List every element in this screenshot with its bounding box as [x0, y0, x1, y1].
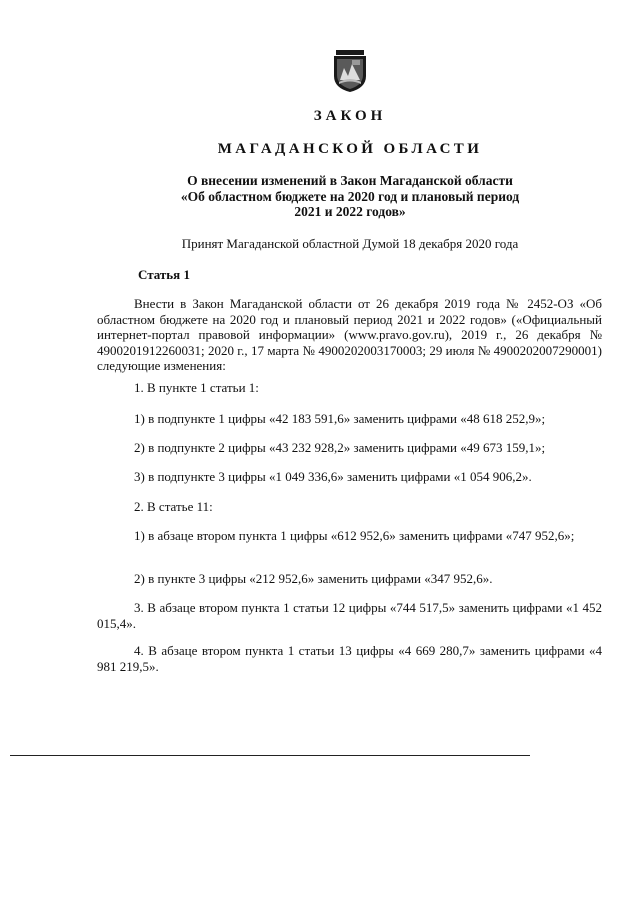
list-item: 2. В статье 11: — [134, 499, 213, 514]
subject-line: «Об областном бюджете на 2020 год и плановый период — [180, 188, 520, 204]
subject-line: О внесении изменений в Закон Магаданской области — [187, 173, 513, 188]
adoption-note: Принят Магаданской областной Думой 18 декабря 2020 года — [181, 236, 519, 251]
list-item: 3. В абзаце втором пункта 1 статьи 12 цифры «744 517,5» заменить цифрами «1 452 015,4». — [97, 600, 602, 631]
list-item: 1. В пункте 1 статьи 1: — [134, 380, 259, 395]
list-item: 2) в подпункте 2 цифры «43 232 928,2» заменить цифрами «49 673 159,1»; — [134, 440, 546, 455]
coat-of-arms-icon — [330, 50, 370, 92]
subject-line: 2021 и 2022 годов» — [294, 204, 406, 219]
footer-divider — [10, 755, 530, 756]
article-heading: Статья 1 — [138, 267, 190, 282]
list-item: 1) в абзаце втором пункта 1 цифры «612 952,6» заменить цифрами «747 952,6»; — [134, 528, 575, 543]
law-subject — [130, 173, 570, 220]
list-item: 4. В абзаце втором пункта 1 статьи 13 цифры «4 669 280,7» заменить цифрами «4 981 219,5». — [97, 643, 602, 674]
list-item: 3) в подпункте 3 цифры «1 049 336,6» заменить цифрами «1 054 906,2». — [134, 469, 532, 484]
list-item: 2) в пункте 3 цифры «212 952,6» заменить цифрами «347 952,6». — [134, 571, 493, 586]
list-item: 1) в подпункте 1 цифры «42 183 591,6» заменить цифрами «48 618 252,9»; — [134, 411, 546, 426]
law-title: ЗАКОН — [313, 108, 387, 124]
intro-paragraph: Внести в Закон Магаданской области от 26 декабря 2019 года № 2452-ОЗ «Об областном бюджете на 2020 год и плановый период 2021 и 2022 годов» («Официальный интернет-портал правовой информации» (www.pravo.gov.ru), 2019 г., 26 декабря № 4900201912260031; 2020 г., 17 марта № 4900202003170003; 29 июля № 4900202007290001) следующие изменения: — [97, 296, 602, 373]
region-title: МАГАДАНСКОЙ ОБЛАСТИ — [217, 141, 483, 157]
